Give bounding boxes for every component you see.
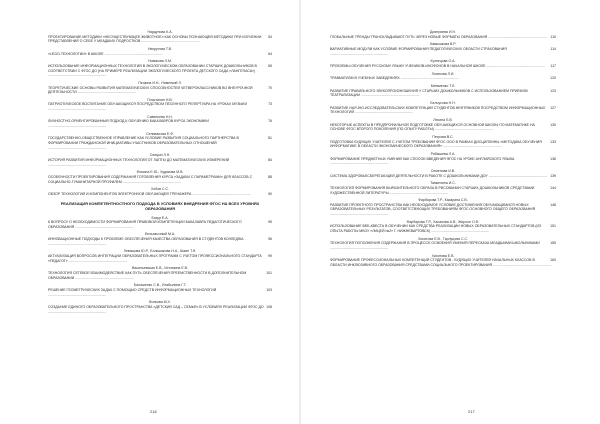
dot-leader: ............................................................ [191,191,251,196]
toc-entry-title [48,52,272,57]
toc-entry [330,152,556,166]
toc-entry [330,220,556,234]
page-number-right: 217 [468,409,475,414]
toc-entry-title [330,123,556,132]
toc-entry-page: 73 [268,102,272,107]
dot-leader: ............................................................ [353,110,414,115]
toc-entry-title-text: ФОРМИРОВАНИЕ ПРЕДМЕТНЫХ УМЕНИЙ КАК СПОСОБ ВВЕДЕНИЯ ФГОС НА УРОКЕ АНГЛИЙСКОГО ЯЗЫКА [330,156,515,161]
toc-entry [330,198,556,216]
toc-entry-page: 130 [550,122,556,127]
dot-leader: ............................................................ [442,144,502,149]
toc-entry-page: 133 [550,139,556,144]
toc-group-c [48,266,272,280]
toc-entry-page: 101 [266,271,272,275]
dot-leader: ............................................................ [48,145,107,150]
toc-entry-author: Нардунова К.А. [147,30,173,34]
toc-entry [330,30,556,39]
toc-entry [330,135,556,149]
toc-entry-title [48,220,272,229]
toc-group-d [48,283,272,314]
dot-leader: ............................................................ [121,179,182,184]
toc-entry [48,153,272,167]
dot-leader: ............................................................ [103,51,163,56]
dot-leader: ............................................................ [360,93,420,98]
toc-entry [48,59,272,77]
toc-entry-title-text: ПРОЕКТИРОВАНИЕ МЕТОДИКИ «НЕСУЩЕСТВУЮЩЕЕ ЖИВОТНОЕ» КАК ОСНОВЫ ПОЗНАЮЩЕЙ МЕТОДИКИ ПРИ ИЗУЧЕНИИ ПРЕДСТАВЛЕНИЙ О СЕБЕ У МЛАДШИХ ПОДРОСТКОВ [48,34,262,44]
toc-entry-title-text: ВАРИАТИВНЫЕ МОДУЛИ КАК УСЛОВИЕ ФОРМИРОВАНИЯ ПЕДАГОГИЧЕСКИХ ОБЛАСТИ СТРАХОВАНИЯ [330,46,507,51]
toc-entry-page: 155 [550,241,556,246]
toc-entry-author: Пластинин Н.В. [147,97,173,102]
toc-entry-title-text: ТРАВМАТИЗМ В УЧЕБНЫХ ЗАВЕДЕНИЯХ [330,76,400,81]
toc-entry [48,266,272,280]
toc-entry-title [48,119,272,128]
toc-entry-title [48,175,272,184]
toc-entry-title-text: СИСТЕМА ЗДОРОВЬЕСБЕРЕГАЮЩЕЙ ДЕЯТЕЛЬНОСТИ В РАБОТЕ С ДОШКОЛЬНИКАМИ ДОУ [330,173,488,178]
toc-entry-title-text: ПОДГОТОВКА БУДУЩИХ УЧИТЕЛЕЙ С УЧЕТОМ ТРЕБОВАНИЙ ФГОС ООО В РАМКАХ ДИСЦИПЛИНЫ «МЕТОДИКА ОБУЧЕНИЯ ИНФОРМАТИКЕ В ОБЛАСТИ ЭКОНОМИЧЕСКОГО ОБРАЗОВАНИЯ» [330,139,542,149]
toc-entry-title [330,47,556,56]
toc-entry-title-text: ОСОБЕННОСТИ ПРОЕКТИРОВАНИЯ СОДЕРЖАНИЯ ГОТОВЛЕНИЯ КУРСА «ЗАДАЧИ С ПАРАМЕТРАМИ» ДЛЯ КЛАССОВ С СОЦИАЛЬНО-ГУМАНИТАРНОЙ ПРОФИЛЕМ [48,174,253,184]
toc-entry-page: 88 [268,174,272,179]
toc-entry [330,181,556,195]
toc-entry-title-text: РЕШЕНИЕ ГЕОМЕТРИЧЕСКИХ ЗАДАЧ С ПОМОЩЬЮ СРЕДСТВ ИНФОРМАЦИОННЫХ ТЕХНОЛОГИЙ [48,287,217,292]
toc-entry [48,30,272,44]
toc-group-a [48,30,272,197]
toc-entry-page: 90 [268,191,272,196]
toc-entry-author: Рябышева Л.А. [430,151,456,156]
toc-entry-title-text: «LEGO-ТЕХНОЛОГИИ» В ШКОЛЕ [48,51,104,56]
right-page [300,0,600,424]
toc-entry-title-text: НЕКОТОРЫЕ АСПЕКТЫ В ПРЕДПРОФИЛЬНОЙ ПОДГОТОВКЕ ОБУЧАЮЩИХСЯ ОСНОВНОЙ ШКОЛЫ ПО МАТЕМАТИКЕ НА ОСНОВЕ ФГОС ВТОРОГО ПОКОЛЕНИЯ (ПО ОПЫТУ РАБОТЫ) [330,122,535,132]
dot-leader: ............................................................ [48,309,107,314]
toc-entry-title-text: ФОРМИРОВАНИЕ ПРОФЕССИОНАЛЬНЫХ КОМПЕТЕНЦИЙ СТУДЕНТОВ - БУДУЩИХ УЧИТЕЛЕЙ НАЧАЛЬНЫХ КЛАССОВ В ОБЛАСТИ ИНКЛЮЗИВНОГО ОБРАЗОВАНИЯ СРЕДСТВАМИ СОЦИАЛЬНОГО ПРОЕКТИРОВАНИЯ [330,258,535,267]
toc-entry-author: Балашенко С.В., Итабылина Г.Г. [133,283,187,288]
toc-entry-title-text: ПРОБЛЕМЫ ОБУЧЕНИЯ РУССКОМУ ЯЗЫКУ УЧЕНИКОВ-ИНОФОНОВ В НАЧАЛЬНОЙ ШКОЛЕ [330,63,486,68]
toc-entry [330,254,556,268]
section-heading: РЕАЛИЗАЦИЯ КОМПЕТЕНТНОСТНОГО ПОДХОДА В УСЛОВИЯХ ВНЕДРЕНИЯ ФГОС НА ВСЕХ УРОВНЯХ ОБРАЗОВАНИЯ [60,200,260,211]
toc-entry-author: Фарбарова Т.Р., Казарина С.В. [418,198,468,203]
toc-entry [48,216,272,230]
dot-leader: ............................................................ [74,224,134,229]
toc-entry-title [48,102,272,111]
toc-entry-title-text: ТЕХНОЛОГИЯ ФОРМИРОВАНИЯ ВЫРАЗИТЕЛЬНОГО ОБРАЗА В РИСОВАНИИ СТАРШИХ ДОШКОЛЬНИКОВ СРЕДСТВАМИ ХУДОЖЕСТВЕННОЙ ЛИТЕРАТУРЫ [330,185,535,195]
toc-entry-title-text: АКТУАЛИЗАЦИЯ ВОПРОСОВ ИНТЕГРАЦИИ ОБРАЗОВАТЕЛЬНЫХ ПРОГРАММ С УЧЕТОМ ПРОФЕССИОНАЛЬНОГО СТАНДАРТА «ПЕДАГОГ» [48,254,262,263]
toc-entry-title [48,86,272,95]
toc-entry-title [330,174,556,179]
toc-entry-page: 108 [266,304,272,309]
toc-entry-page: 144 [550,185,556,190]
toc-entry-author: Хисятова Е.В. [431,253,455,258]
toc-entry-page: 120 [550,76,556,81]
toc-entry-page: 54 [268,34,272,39]
toc-entry-page: 96 [268,237,272,242]
toc-entry [330,84,556,98]
toc-entry-author: Тамкелина И.С. [430,181,456,186]
toc-entry-page: 99 [268,254,272,259]
toc-entry-title [48,192,272,197]
toc-entry-page: 70 [268,85,272,90]
toc-entry-title-text: ГЛОБАЛЬНЫЕ ТРЕНДЫ ТРАНСКЛАДЫВАЮТ ПУТЬ ЧЕРЕЗ НОВЫЕ ФОРМАТЫ ОБРАЗОВАНИЯ [330,34,488,39]
toc-entry-title [48,271,272,280]
dot-leader: ............................................................ [48,107,107,112]
toc-entry-author: Лесина Е.В. [433,118,453,123]
toc-entry-author: Пешина И.Н., Нименкий Л. [138,80,182,85]
toc-entry-author: Левашова Ю.Р., Большакова Н.А., Шаин Т.Н. [123,249,197,254]
toc-entry-page: 76 [268,119,272,124]
toc-entry-page: 148 [550,202,556,207]
toc-entry-page: 127 [550,105,556,110]
toc-group-right [330,30,556,268]
toc-entry-author: Базур Е.А. [151,215,169,220]
toc-entry-title-text: РАЗВИТИЕ ПРАВИЛЬНОГО ЗВУКОПРОИЗНОШЕНИЯ У СТАРШИХ ДОШКОЛЬНИКОВ С ИСПОЛЬЗОВАНИЕМ ПРИЕМОВ ТЕАТРАЛИЗАЦИИ [330,88,528,98]
toc-entry-page: 95 [268,220,272,225]
toc-entry-page: 65 [268,63,272,68]
toc-entry-page: 103 [266,287,272,292]
toc-entry-author: Безъязычный М.А. [144,232,176,237]
toc-entry-author: Хисятова Е.В., Тарлуцова С.С. [418,236,468,241]
dot-leader: ............................................................ [433,127,494,132]
toc-entry-author: Матвиенко Т.Л. [430,84,456,89]
dot-leader: ............................................................ [48,292,107,297]
toc-entry-title-text: РАЗВИТИЕ ПРОЕКТНОГО ПРОСТРАНСТВА КАК НЕОБХОДИМОЕ УСЛОВИЕ ДОСТИЖЕНИЯ ОБУЧАЮЩИМИСЯ НОВЫХ ОБРАЗОВАТЕЛЬНЫХ РЕЗУЛЬТАТОВ, СООТВЕТСТВУЮЩИХ ТРЕБОВАНИЯМ ФГОС ОСНОВНОГО ОБЩЕГО ОБРАЗОВАНИЯ [330,202,536,212]
toc-entry [48,170,272,184]
toc-entry [48,98,272,112]
dot-leader: ............................................................ [48,124,107,129]
dot-leader: ............................................................ [430,229,490,234]
toc-entry-page: 117 [550,63,556,68]
toc-entry-title [48,305,272,314]
toc-entry [48,300,272,314]
dot-leader: ............................................................ [48,73,107,78]
dot-leader: ............................................................ [485,63,545,68]
toc-entry-author: Дмитриева И.Н. [430,30,456,34]
toc-entry-title [330,186,556,195]
toc-entry-title [330,157,556,166]
toc-entry-title [330,140,556,149]
toc-entry-title-text: ИСТОРИЯ РАЗВИТИЯ ИНФОРМАЦИОННЫХ ТЕХНОЛОГИЙ ОТ ЛАПТЫ ДО МАТЕМАТИЧЕСКИХ ИЗМЕРЕНИЙ [48,157,230,162]
toc-entry-title [330,89,556,98]
toc-entry-author: Хобов С.С. [150,187,170,192]
toc-entry-title [48,254,272,263]
toc-entry-title [48,136,272,150]
toc-entry [330,72,556,81]
dot-leader: ............................................................ [76,90,136,95]
dot-leader: ............................................................ [487,173,547,178]
toc-entry [48,132,272,150]
toc-entry-title-text: К ВОПРОСУ О НЕОБХОДИМОСТИ ФОРМИРОВАНИЯ ПРАВОВОЙ КОМПЕТЕНЦИИ БАКАЛАВРА ПЕДАГОГИЧЕСКОГО ОБРАЗОВАНИЯ [48,220,242,229]
toc-entry-author: Камышкова В.Р. [430,42,456,47]
toc-entry-author: Васильевская Е.В., Истомина Е.В. [132,266,188,271]
toc-entry-page: 114 [550,46,556,51]
dot-leader: ............................................................ [48,241,107,246]
toc-entry-title-text: ОБЗОР ТЕХНОЛОГИЙ И КОМПОНЕНТОВ ЭЛЕКТРОННОЙ ОБУЧАЮЩЕЙ ТРЕНАЖЕРА [48,191,192,196]
toc-entry-page: 123 [550,88,556,93]
toc-entry-title [48,288,272,297]
toc-entry-author: Семенова И.В. [430,168,456,173]
toc-entry-title-text: ИСПОЛЬЗОВАНИЕ ВЕБ-КВЕСТА В ОБУЧЕНИИ КАК СРЕДСТВА РЕАЛИЗАЦИИ НОВЫХ ОБРАЗОВАТЕЛЬНЫХ СТАНДАРТОВ (ИЗ ОПЫТА РАБОТЫ МБОУ «ЛИЦЕЙ №2» Г. НИЖНЕВАРТОВСК) [330,224,542,234]
toc-entry [330,237,556,251]
toc-entry-title [48,237,272,246]
toc-entry-page: 151 [550,224,556,229]
toc-entry-author: Петрова В.С. [432,135,454,139]
toc-entry-title-text: ГОСУДАРСТВЕННО-ОБЩЕСТВЕННОЕ УПРАВЛЕНИЕ КАК УСЛОВИЕ РАЗВИТИЯ СОЦИАЛЬНОГО ПАРТНЕРСТВА В ФОРМИРОВАНИИ ГРАЖДАНСКОЙ ИНИЦИАТИВЫ УЧАСТНИКОВ ОБРАЗОВАТЕЛЬНЫХ ОТНОШЕНИЙ [48,136,239,145]
toc-group-b [48,216,272,264]
toc-entry-title [330,76,556,81]
toc-entry-page: 110 [550,34,556,39]
dot-leader: ............................................................ [330,161,389,166]
toc-entry [48,115,272,129]
toc-entry [330,59,556,68]
toc-entry-author: Селиванова Е.Ф. [146,131,174,136]
dot-leader: ............................................................ [330,212,389,217]
dot-leader: ............................................................ [330,51,389,56]
dot-leader: ............................................................ [67,258,127,263]
toc-entry-author: Фомина Е.Ю., Худякова М.В. [136,170,184,175]
toc-entry [330,169,556,178]
toc-entry [48,47,272,56]
toc-entry-title [330,35,556,40]
toc-entry-title-text: ИСПОЛЬЗОВАНИЕ ИНФОРМАЦИОННЫХ ТЕХНОЛОГИЙ В ЭКОЛОГИЧЕСКОМ ОБРАЗОВАНИИ СТАРШИХ ДОШКОЛЬНИКОВ В СООТВЕТСТВИИ С ФГОС ДО (НА ПРИМЕРЕ РЕАЛИЗАЦИИ ЭКОЛОГИЧЕСКОГО ПРОЕКТА ДЕТСКОГО САДА «ЛАНГЕПАСА») [48,63,257,73]
toc-entry [48,187,272,196]
toc-entry-title-text: СОЗДАНИЕ ЕДИНОГО ОБРАЗОВАТЕЛЬНОГО ПРОСТРАНСТВА «ДЕТСКИЙ САД – СЕМЬЯ» В УСЛОВИЯХ РЕАЛИЗАЦИИ ФГОС ДО [48,304,264,309]
toc-entry [330,118,556,132]
toc-entry-author: Кузнецова О.А. [430,59,456,64]
dot-leader: ............................................................ [399,76,460,81]
toc-entry-page: 139 [550,173,556,178]
toc-entry-title [330,241,556,250]
toc-entry [48,283,272,297]
dot-leader: ............................................................ [330,246,389,250]
toc-entry-author: Новикова Л.М. [148,59,172,64]
toc-entry-title-text: ПАТРИОТИЧЕСКОЕ ВОСПИТАНИЕ ОБУЧАЮЩИХСЯ ПОСРЕДСТВОМ ПЕСЕННОГО РЕПЕРТУАРА НА УРОКАХ МУЗЫКИ [48,102,247,107]
toc-entry-page: 84 [268,157,272,162]
toc-entry-author: Савельева Н.Н. [147,114,173,119]
toc-entry-author: Волкова М.Х. [149,300,171,305]
toc-entry-title-text: РАЗВИТИЕ НАУЧНО-ИССЛЕДОВАТЕЛЬСКИХ КОМПЕТЕНЦИЙ СТУДЕНТОВ НЕФТЯНИКОВ ПОСРЕДСТВОМ ИНФОРМАЦИОННЫХ ТЕХНОЛОГИЙ [330,105,546,115]
toc-entry-title [330,258,556,267]
toc-entry-author: Сницын Л.Н. [149,153,171,158]
toc-entry-title [48,158,272,167]
toc-entry-title [48,64,272,78]
toc-entry-author: Некрутова Т.В. [148,46,172,51]
toc-entry-title-text: ЛИЧНОСТНО-ОРИЕНТИРОВАННЫЙ ПОДХОД К ОБУЧЕНИЮ БАКАЛАВРОВ КУРСА ЭКОНОМИКИ [48,119,209,124]
dot-leader: ............................................................ [140,39,200,44]
toc-entry-title [48,35,272,44]
toc-entry-page: 160 [550,258,556,263]
toc-entry-page: 81 [268,136,272,141]
toc-entry-title-text: ТЕХНОЛОГИЯ СЕТЕВОЕ ВЗАИМОДЕЙСТВИЕ КАК ПУТЬ ОБЕСПЕЧЕНИЯ ПРЕЕМСТВЕННОСТИ В ДОПОЛНИТЕЛЬНОМ ОБРАЗОВАНИИ [48,271,247,280]
toc-entry-title-text: ТЕОРЕТИЧЕСКИЕ ОСНОВЫ РАЗВИТИЯ МАТЕМАТИЧЕСКИХ СПОСОБНОСТЕЙ ЧЕТВЕРОКЛАССНИКОВ ВО ВНЕУРОЧНОЙ ДЕЯТЕЛЬНОСТИ [48,85,253,95]
toc-entry-title-text: ИННОВАЦИОННЫЕ ПОДХОДЫ К ПРОБЛЕМЕ ОБЕСПЕЧЕНИЯ КАЧЕСТВА ОБРАЗОВАНИЯ В СТУДЕНТОВ КОЛЛЕДЖА [48,237,244,242]
toc-entry-author: Фарбарова Т.Р., Хасанова А.В., Жирсон О.Ф. [406,219,480,224]
toc-entry-title-text: ТЕХНОЛОГИЯ ПОПОЛНЕНИЯ СОДЕРЖАНИЯ В ПРОЦЕССЕ ОСВОЕНИЯ УМЕНИЯ ПЕРЕСКАЗА МЛАДШИМИ ШКОЛЬНИКАМИ [330,241,540,246]
toc-entry-title [330,106,556,115]
toc-entry-title [330,203,556,217]
toc-entry-author: Белоусова Н.Н. [430,101,456,106]
toc-entry-page: 136 [550,156,556,161]
toc-entry-title [330,64,556,69]
toc-entry [48,232,272,246]
dot-leader: ............................................................ [492,262,552,267]
dot-leader: ............................................................ [48,162,107,167]
toc-entry [48,81,272,95]
toc-entry-title [330,224,556,233]
dot-leader: ............................................................ [388,190,449,195]
toc-entry [330,101,556,115]
page-number-left: 216 [150,409,157,414]
toc-entry [48,249,272,263]
toc-entry-page: 64 [268,51,272,56]
toc-entry-author: Логинова Л.И. [431,71,455,76]
dot-leader: ............................................................ [74,275,134,280]
dot-leader: ............................................................ [487,34,547,39]
toc-entry [330,42,556,56]
